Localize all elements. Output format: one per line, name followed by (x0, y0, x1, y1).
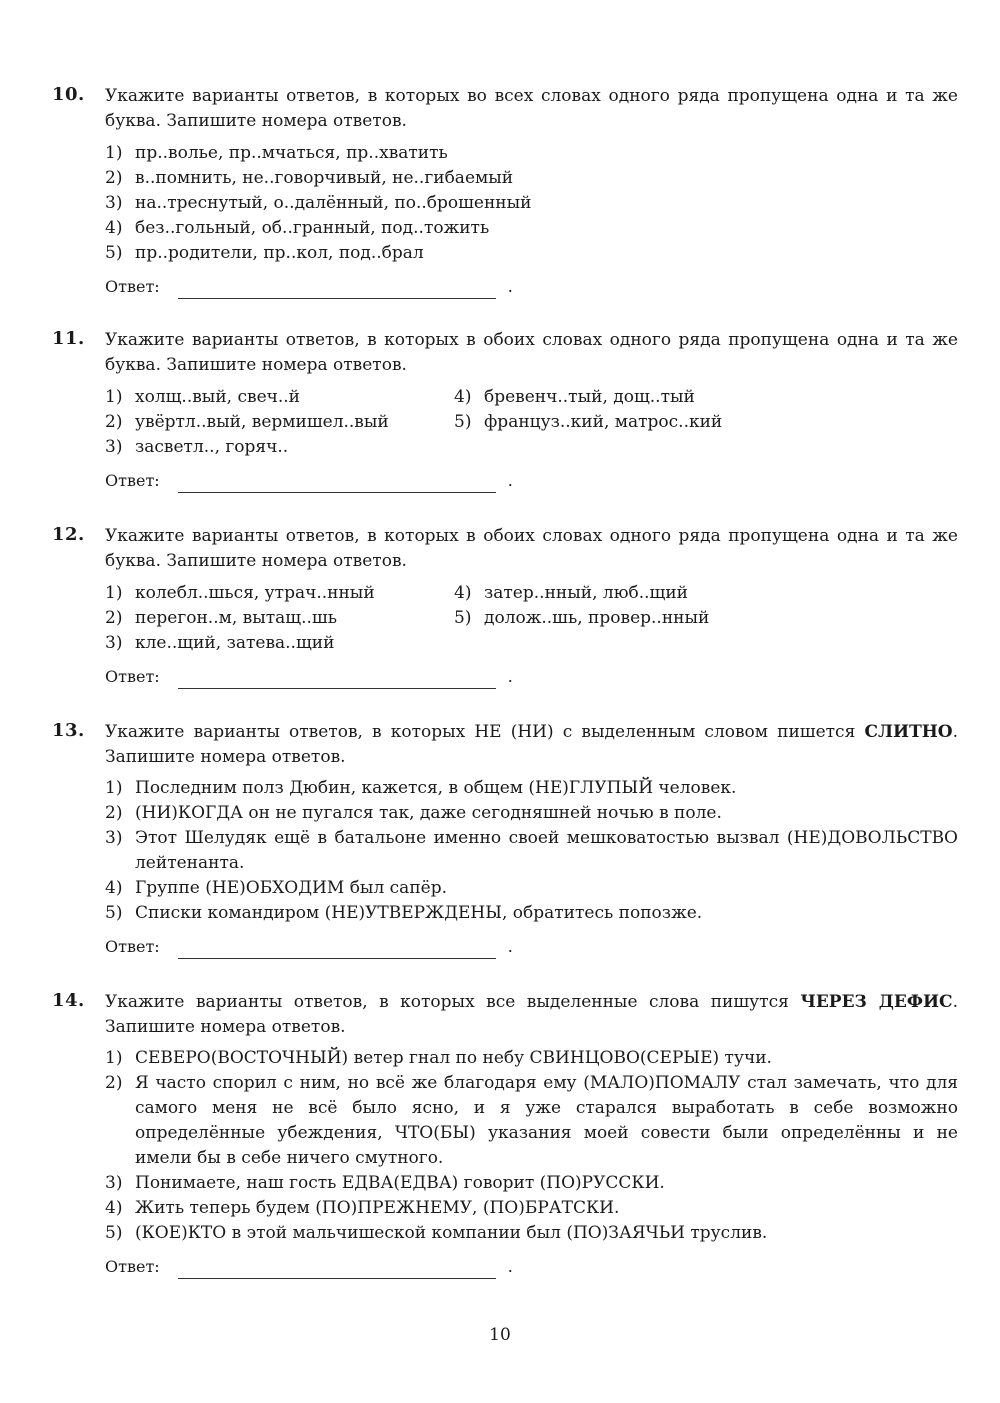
answer-label: Ответ: (105, 1257, 160, 1276)
option-text: долож..шь, провер..нный (484, 608, 710, 628)
option-number: 4) (454, 583, 472, 603)
option-number: 2) (105, 803, 123, 823)
option-2 (105, 410, 389, 435)
option-1 (105, 581, 375, 606)
option-1 (105, 385, 300, 410)
answer-field[interactable] (178, 1259, 496, 1279)
option-number: 3) (105, 1173, 123, 1193)
option-number: 5) (454, 412, 472, 432)
option-text: француз..кий, матрос..кий (484, 412, 723, 432)
answer-field[interactable] (178, 669, 496, 689)
option-number: 5) (105, 1223, 123, 1243)
option-text: затер..нный, люб..щий (484, 583, 688, 603)
task-number: 10. (52, 84, 85, 105)
option-text: Понимаете, наш гость ЕДВА(ЕДВА) говорит (ПО)РУССКИ. (135, 1173, 665, 1193)
option-5 (105, 241, 424, 266)
option-text: без..гольный, об..гранный, под..тожить (135, 218, 490, 238)
answer-dot: . (507, 667, 513, 686)
option-number: 1) (105, 583, 123, 603)
option-5 (105, 901, 958, 926)
option-text: (НИ)КОГДА он не пугался так, даже сегодняшней ночью в поле. (135, 803, 722, 823)
option-text: СЕВЕРО(ВОСТОЧНЫЙ) ветер гнал по небу СВИНЦОВО(СЕРЫЕ) тучи. (135, 1048, 772, 1068)
task-number: 14. (52, 990, 85, 1011)
task-number: 13. (52, 720, 85, 741)
option-text: засветл.., горяч.. (135, 437, 289, 457)
prompt-text: Укажите варианты ответов, в которых все выделенные слова пишутся (105, 992, 801, 1012)
option-text: бревенч..тый, дощ..тый (484, 387, 695, 407)
answer-dot: . (507, 471, 513, 490)
option-4 (105, 876, 958, 901)
answer-dot: . (507, 937, 513, 956)
answer-dot: . (507, 1257, 513, 1276)
answer-field[interactable] (178, 939, 496, 959)
option-number: 4) (105, 878, 123, 898)
option-text: кле..щий, затева..щий (135, 633, 335, 653)
option-number: 1) (105, 778, 123, 798)
option-text: (КОЕ)КТО в этой мальчишеской компании был (ПО)ЗАЯЧЬИ труслив. (135, 1223, 768, 1243)
option-number: 3) (105, 193, 123, 213)
task-prompt: Укажите варианты ответов, в которых в обоих словах одного ряда пропущена одна и та же буква. Запишите номера ответов. (105, 330, 958, 375)
task-prompt (105, 990, 958, 1040)
option-text: пр..волье, пр..мчаться, пр..хватить (135, 143, 448, 163)
option-text: перегон..м, вытащ..шь (135, 608, 337, 628)
prompt-emphasis: СЛИТНО (864, 722, 953, 742)
option-number: 1) (105, 143, 123, 163)
answer-label: Ответ: (105, 277, 160, 296)
option-number: 1) (105, 387, 123, 407)
answer-field[interactable] (178, 279, 496, 299)
answer-row (105, 471, 513, 493)
answer-label: Ответ: (105, 667, 160, 686)
answer-label: Ответ: (105, 471, 160, 490)
prompt-text: . Запишите номера ответов. (105, 722, 958, 767)
option-number: 3) (105, 633, 123, 653)
task-number: 11. (52, 328, 85, 349)
task-prompt: Укажите варианты ответов, в которых в обоих словах одного ряда пропущена одна и та же буква. Запишите номера ответов. (105, 526, 958, 571)
prompt-emphasis: ЧЕРЕЗ ДЕФИС (800, 992, 953, 1012)
option-1 (105, 776, 958, 801)
answer-row (105, 937, 513, 959)
option-number: 4) (454, 387, 472, 407)
option-text: колебл..шься, утрач..нный (135, 583, 375, 603)
option-text: пр..родители, пр..кол, под..брал (135, 243, 424, 263)
option-3 (105, 435, 288, 460)
option-text: Группе (НЕ)ОБХОДИМ был сапёр. (135, 878, 447, 898)
option-number: 5) (105, 243, 123, 263)
prompt-text: . Запишите номера ответов. (105, 992, 958, 1037)
task-prompt (105, 720, 958, 770)
answer-row (105, 277, 513, 299)
option-4 (105, 216, 489, 241)
option-text: на..треснутый, о..далённый, по..брошенный (135, 193, 532, 213)
option-number: 4) (105, 218, 123, 238)
answer-dot: . (507, 277, 513, 296)
option-2 (105, 1071, 958, 1171)
option-3 (105, 826, 958, 876)
option-4 (454, 581, 688, 606)
option-text: Жить теперь будем (ПО)ПРЕЖНЕМУ, (ПО)БРАТСКИ. (135, 1198, 620, 1218)
option-3 (105, 631, 334, 656)
option-number: 3) (105, 828, 123, 848)
option-number: 1) (105, 1048, 123, 1068)
page-number: 10 (489, 1325, 511, 1345)
option-text: Этот Шелудяк ещё в батальоне именно своей мешковатостью вызвал (НЕ)ДОВОЛЬСТВО лейтенанта. (135, 828, 958, 873)
task-number: 12. (52, 524, 85, 545)
option-5 (105, 1221, 958, 1246)
option-text: в..помнить, не..говорчивый, не..гибаемый (135, 168, 514, 188)
option-number: 2) (105, 412, 123, 432)
option-3 (105, 1171, 958, 1196)
option-4 (105, 1196, 958, 1221)
option-5 (454, 606, 709, 631)
answer-row (105, 1257, 513, 1279)
option-5 (454, 410, 722, 435)
option-number: 5) (105, 903, 123, 923)
option-number: 2) (105, 608, 123, 628)
option-text: увёртл..вый, вермишел..вый (135, 412, 389, 432)
option-4 (454, 385, 695, 410)
option-2 (105, 801, 958, 826)
option-text: холщ..вый, свеч..й (135, 387, 301, 407)
option-1 (105, 1046, 958, 1071)
option-2 (105, 166, 513, 191)
option-1 (105, 141, 448, 166)
option-number: 3) (105, 437, 123, 457)
option-text: Списки командиром (НЕ)УТВЕРЖДЕНЫ, обратитесь попозже. (135, 903, 703, 923)
option-number: 2) (105, 1073, 123, 1093)
option-text: Я часто спорил с ним, но всё же благодаря ему (МАЛО)ПОМАЛУ стал замечать, что для самого меня не всё было ясно, и я уже старался выработать в себе возможно определённые убеждения, ЧТО(БЫ) указания моей совести были определённы и не имели бы в себе ничего смутного. (135, 1073, 958, 1168)
option-2 (105, 606, 337, 631)
option-3 (105, 191, 532, 216)
answer-field[interactable] (178, 473, 496, 493)
prompt-text: Укажите варианты ответов, в которых НЕ (НИ) с выделенным словом пишется (105, 722, 865, 742)
answer-row (105, 667, 513, 689)
option-number: 4) (105, 1198, 123, 1218)
task-prompt: Укажите варианты ответов, в которых во всех словах одного ряда пропущена одна и та же буква. Запишите номера ответов. (105, 86, 958, 131)
option-text: Последним полз Дюбин, кажется, в общем (НЕ)ГЛУПЫЙ человек. (135, 778, 737, 798)
answer-label: Ответ: (105, 937, 160, 956)
option-number: 2) (105, 168, 123, 188)
option-number: 5) (454, 608, 472, 628)
